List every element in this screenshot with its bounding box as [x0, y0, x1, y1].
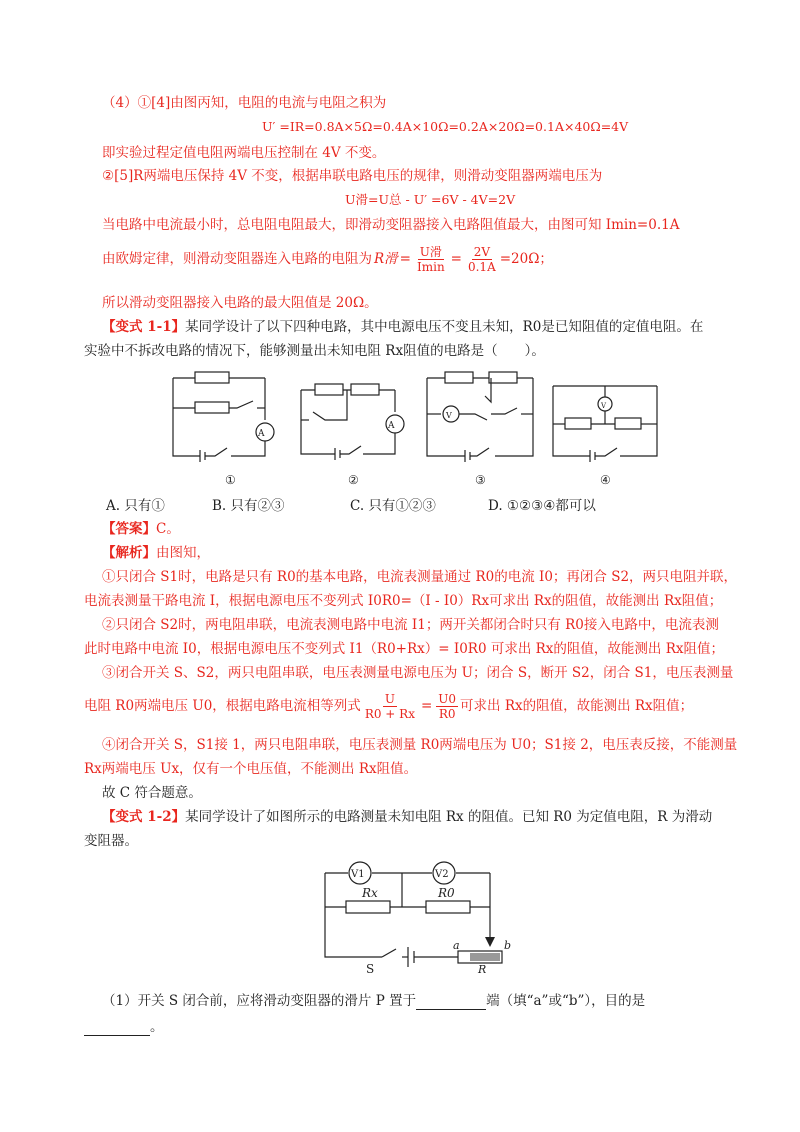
part4-paragraph-2: ②[5]R两端电压保持 4V 不变，根据串联电路电压的规律，则滑动变阻器两端电压为 — [102, 168, 603, 184]
part4-p4-lhs: R滑 — [374, 251, 398, 267]
v12-question-line-1 — [102, 808, 712, 826]
answer-value: C。 — [156, 521, 180, 537]
answer-line — [102, 520, 180, 538]
analysis-1-line-1: ①只闭合 S1时，电路是只有 R0的基本电路，电流表测量通过 R0的电流 I0；再闭合 S2，两只电阻并联， — [102, 569, 738, 585]
part4-ohm-law-line: 由欧姆定律，则滑动变阻器连入电路的电阻为 R滑 = $\frac{\text{U滑}}{Imin}$ = $\frac{2V}{0.1A}$ =20Ω； — [102, 244, 553, 274]
rheostat-r-label: R — [478, 963, 487, 975]
circuit-1-label: ① — [225, 473, 236, 487]
part4-intro: （4）①[4]由图丙知，电阻的电流与电阻之积为 — [102, 95, 387, 111]
v12-question-line-2: 变阻器。 — [84, 833, 138, 849]
fraction-denominator: R0 — [438, 706, 456, 721]
voltmeter-v2-label: V2 — [435, 869, 449, 880]
slider-arrow-icon — [485, 937, 495, 947]
analysis-2-line-2: 此时电路中电流 I0，根据电源电压不变列式 I1（R0+Rx）= I0R0 可求出 Rx的阻值，故能测出 Rx阻值； — [84, 641, 724, 657]
v11-circuit-diagrams — [165, 368, 665, 488]
conclusion: 故 C 符合题意。 — [102, 785, 202, 801]
v12-question-1-line-2 — [84, 1018, 164, 1036]
voltmeter-4-icon: V — [601, 402, 607, 410]
v12-circuit-diagram — [310, 855, 520, 975]
v12-q3-pre: （1）开关 S 闭合前，应将滑动变阻器的滑片 P 置于 — [102, 993, 417, 1009]
circuit-4 — [553, 386, 657, 462]
fraction-numerator: U0 — [438, 691, 457, 706]
terminal-b-label: b — [504, 939, 512, 952]
circuit-2-label: ② — [348, 473, 359, 487]
fraction-denominator: Imin — [416, 259, 445, 274]
analysis-2-line-1: ②只闭合 S2时，两电阻串联，电流表测电路中电流 I1；两开关都闭合时只有 R0接入电路中，电流表测 — [102, 617, 719, 633]
circuit-3 — [427, 372, 533, 462]
v12-tag: 【变式 1-2】 — [102, 809, 186, 825]
v11-q1: 某同学设计了以下四种电路，其中电源电压不变且未知，R0是已知阻值的定值电阻。在 — [185, 319, 704, 335]
analysis-1-line-2: 电流表测量干路电流 I，根据电源电压不变列式 I0R0=（I - I0）Rx可求出 Rx的阻值，故能测出 Rx阻值； — [84, 593, 723, 609]
voltmeter-v1-label: V1 — [351, 869, 365, 880]
circuit-3-label: ③ — [475, 473, 486, 487]
part4-p4-text: 由欧姆定律，则滑动变阻器连入电路的电阻为 — [102, 251, 372, 267]
circuit-1 — [173, 372, 274, 462]
ammeter-1-icon: A — [258, 429, 265, 439]
terminal-a-label: a — [453, 939, 460, 952]
fraction-denominator: 0.1A — [467, 259, 496, 274]
part4-paragraph-1: 即实验过程定值电阻两端电压控制在 4V 不变。 — [102, 145, 386, 161]
v11-question-line-2: 实验中不拆改电路的情况下，能够测量出未知电阻 Rx阻值的电路是（ ）。 — [84, 343, 545, 359]
part4-p4-result: =20Ω； — [499, 251, 553, 267]
analysis-3-line-2: 电阻 R0两端电压 U0，根据电路电流相等列式 $\frac{U}{R0 + Rx}$ = $\frac{U0}{R0}$ 可求出 Rx的阻值，故能测出 Rx阻值； — [84, 691, 694, 721]
r0-label: R0 — [438, 886, 455, 900]
circuit-4-label: ④ — [600, 473, 611, 487]
voltmeter-3-icon: V — [446, 411, 452, 420]
v12-q1: 某同学设计了如图所示的电路测量未知电阻 Rx 的阻值。已知 R0 为定值电阻，R 为滑动 — [185, 809, 713, 825]
v12-q3-mid: 端（填“a”或“b”），目的是 — [486, 993, 646, 1009]
fraction-u-over-sum — [363, 692, 417, 721]
option-c: C. 只有①②③ — [350, 498, 436, 514]
part4-paragraph-3: 当电路中电流最小时，总电阻电阻最大，即滑动变阻器接入电路阻值最大，由图可知 Imin=0.1A — [102, 217, 680, 233]
ammeter-2-icon: A — [388, 421, 395, 431]
analysis-4-line-2: Rx两端电压 Ux，仅有一个电压值，不能测出 Rx阻值。 — [84, 761, 418, 777]
fraction-u0-over-r0 — [436, 692, 458, 721]
analysis-3-pre: 电阻 R0两端电压 U0，根据电路电流相等列式 — [84, 698, 361, 714]
option-b: B. 只有②③ — [212, 498, 285, 514]
part4-equation-1: U′ =IR=0.8A×5Ω=0.4A×10Ω=0.2A×20Ω=0.1A×40Ω=4V — [262, 119, 629, 134]
fraction-denominator: R0 + Rx — [364, 706, 415, 721]
rheostat-fill — [470, 953, 500, 961]
analysis-3-post: 可求出 Rx的阻值，故能测出 Rx阻值； — [460, 698, 694, 714]
analysis-line — [102, 544, 210, 562]
fraction-u-over-imin — [415, 245, 447, 274]
analysis-intro: 由图知， — [156, 545, 210, 561]
fraction-numerator: U — [384, 691, 395, 706]
v12-question-1-line-1 — [102, 992, 645, 1010]
analysis-4-line-1: ④闭合开关 S，S1接 1，两只电阻串联，电压表测量 R0两端电压为 U0；S1接 2，电压表反接，不能测量 — [102, 737, 738, 753]
answer-blank-1[interactable] — [416, 995, 486, 1010]
part4-equation-2: U滑=U总 - U′ =6V - 4V=2V — [345, 192, 516, 207]
switch-s-label: S — [366, 962, 375, 975]
answer-tag: 【答案】 — [102, 521, 156, 537]
rx-label: Rx — [362, 886, 378, 900]
v11-tag: 【变式 1-1】 — [102, 319, 186, 335]
fraction-numerator: U滑 — [419, 244, 442, 259]
v11-question-line-1 — [102, 318, 703, 336]
answer-blank-2[interactable] — [84, 1021, 150, 1036]
fraction-numerator: 2V — [473, 244, 491, 259]
part4-paragraph-5: 所以滑动变阻器接入电路的最大阻值是 20Ω。 — [102, 295, 378, 311]
fraction-2v-over-01a — [466, 245, 498, 274]
option-d: D. ①②③④都可以 — [488, 498, 596, 514]
v12-q3-end: 。 — [150, 1019, 164, 1035]
analysis-tag: 【解析】 — [102, 545, 156, 561]
analysis-3-line-1: ③闭合开关 S、S2，两只电阻串联，电压表测量电源电压为 U；闭合 S，断开 S2，闭合 S1，电压表测量 — [102, 665, 734, 681]
option-a: A. 只有① — [106, 498, 165, 514]
